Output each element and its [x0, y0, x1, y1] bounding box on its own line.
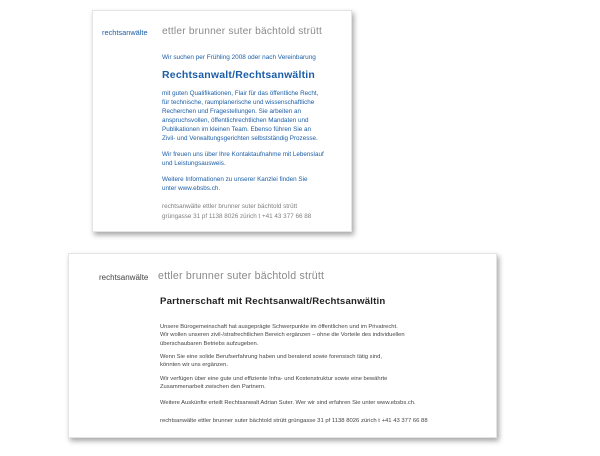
text-line: Weitere Auskünfte erteilt Rechtsanwalt Adrian Suter. Wer wir sind erfahren Sie unter www.ebsbs.ch. — [160, 400, 416, 406]
job-title: Rechtsanwalt/Rechtsanwältin — [162, 69, 316, 81]
text-line: für technische, raumplanerische und wissenschaftliche — [162, 99, 315, 107]
text-line: Publikationen im kleinen Team. Ebenso führen Sie an — [162, 126, 312, 134]
job-ad-card-blue — [92, 10, 352, 232]
practice-paragraph — [160, 323, 405, 348]
address-footer — [162, 202, 311, 221]
text-line: Weitere Informationen zu unserer Kanzlei finden Sie — [162, 176, 308, 183]
text-line: Unsere Bürogemeinschaft hat ausgeprägte Schwerpunkte im öffentlichen und im Privatrecht. — [160, 324, 398, 330]
text-line: Wir verfügen über eine gute und effiziente Infra- und Kostenstruktur sowie eine bewährte — [160, 376, 388, 382]
contact-paragraph — [160, 399, 416, 407]
job-ad-card-grey — [68, 253, 497, 438]
address-footer: rechtsanwälte ettler brunner suter bächtold strütt grüngasse 31 pf 1138 8026 zürich t +41 43 377 66 88 — [160, 418, 428, 424]
text-line: Wenn Sie eine solide Berufserfahrung haben und beratend sowie forensisch tätig sind, — [160, 354, 382, 360]
text-line: könnten wir uns ergänzen. — [160, 362, 228, 369]
text-line: Zivil- und Verwaltungsgerichten selbstständig Prozesse. — [162, 135, 318, 143]
text-line: anspruchsvollen, öffentlichrechtlichen Mandaten und — [162, 117, 309, 125]
text-line: Wir freuen uns über Ihre Kontaktaufnahme mit Lebenslauf — [162, 151, 324, 158]
text-line: Wir wollen unseren zivil-/strafrechtlichen Bereich ergänzen – ohne die Vorteile des individuellen — [160, 332, 405, 339]
qualifications-paragraph — [162, 89, 318, 144]
text-line: unter www.ebsbs.ch. — [162, 185, 221, 193]
footer-line: rechtsanwälte ettler brunner suter bächtold strütt — [162, 203, 298, 210]
firm-label: rechtsanwälte — [102, 28, 148, 37]
text-line: mit guten Qualifikationen, Flair für das öffentliche Recht, — [162, 90, 319, 97]
intro-text: Wir suchen per Frühling 2008 oder nach Vereinbarung — [162, 54, 316, 61]
footer-line: grüngasse 31 pf 1138 8026 zürich t +41 43 377 66 88 — [162, 212, 312, 220]
text-line: und Leistungsausweis. — [162, 160, 226, 168]
partner-names: ettler brunner suter bächtold strütt — [158, 270, 325, 282]
text-line: Zusammenarbeit zwischen den Partnern. — [160, 384, 266, 391]
firm-label: rechtsanwälte — [99, 273, 149, 282]
infrastructure-paragraph — [160, 375, 387, 392]
partner-names: ettler brunner suter bächtold strütt — [162, 26, 323, 37]
text-line: überschaubaren Betriebs aufzugeben. — [160, 340, 259, 347]
experience-paragraph — [160, 353, 382, 370]
text-line: Recherchen und Fragestellungen. Sie arbeiten an — [162, 108, 301, 116]
job-title: Partnerschaft mit Rechtsanwalt/Rechtsanwältin — [160, 296, 386, 307]
info-paragraph — [162, 175, 308, 193]
contact-paragraph — [162, 150, 324, 168]
